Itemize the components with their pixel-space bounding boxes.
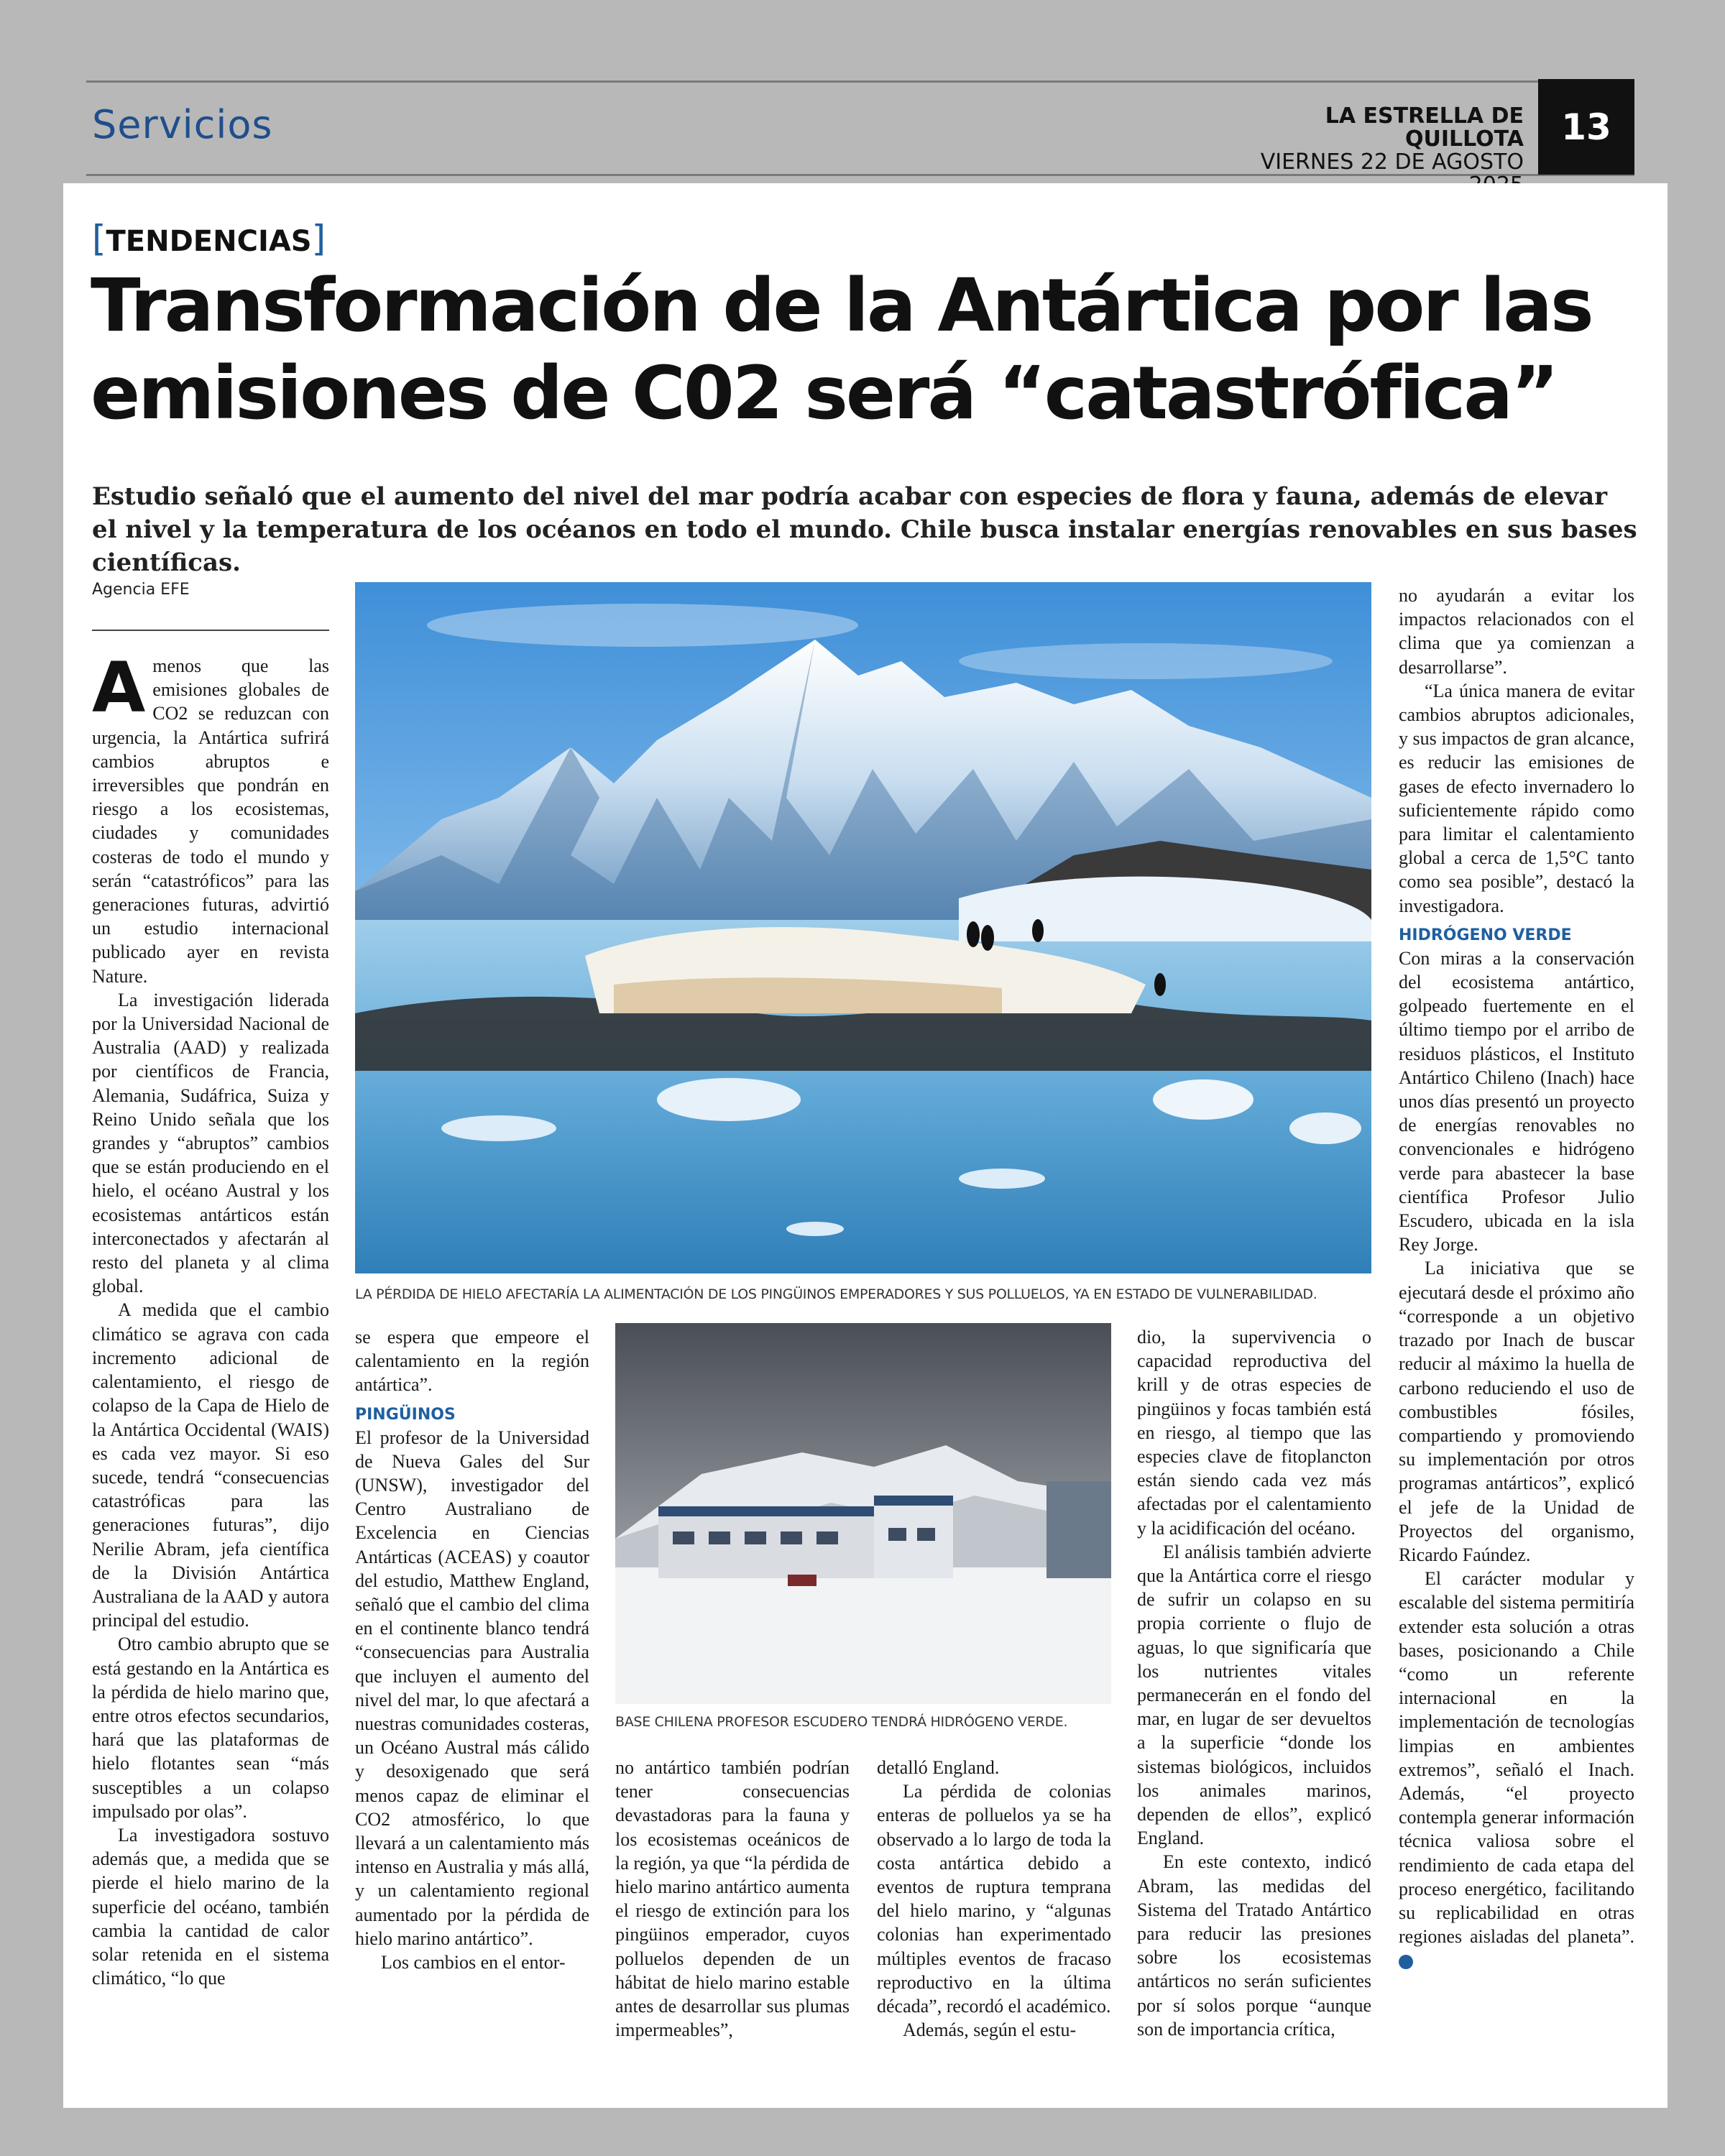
col2-paragraph: se espera que empeore el calentamiento en la región antártica”.	[355, 1327, 589, 1396]
col6-paragraph: Con miras a la conservación del ecosistema antártico, golpeado fuertemente en el último tiempo por el arribo de residuos plásticos, el Instituto Antártico Chileno (Inach) hace unos días presentó un proyecto de energías renovables no convencionales e hidrógeno verde para abastecer la base científica Profesor Julio Escudero, ubicada en la isla Rey Jorge.	[1399, 947, 1634, 1256]
section-title: Servicios	[92, 102, 273, 147]
issue-date: VIERNES 22 DE AGOSTO	[1260, 149, 1524, 175]
subhead-hidrogeno-verde: HIDRÓGENO VERDE	[1399, 926, 1572, 944]
newspaper-name: LA ESTRELLA DE QUILLOTA	[1325, 103, 1524, 152]
column-4	[877, 1756, 1111, 2072]
column-6	[1399, 584, 1634, 2073]
headline	[91, 262, 1636, 438]
col2-paragraph: El profesor de la Universidad de Nueva Gales del Sur (UNSW), investigador del Centro Australiano de Excelencia en Ciencias Antárticas (ACEAS) y coautor del estudio, Matthew England, señaló que el cambio del clima en el continente blanco tendrá “consecuencias para Australia que incluyen el aumento del nivel del mar, lo que afectará a nuestras comunidades costeras, un Océano Austral más cálido y desoxigenado que será menos capaz de eliminar el CO2 atmosférico, lo que llevará a un calentamiento más intenso en Australia y más allá, y un calentamiento regional aumentado por la pérdida de hielo marino antártico”.	[355, 1427, 589, 1949]
col4-paragraph: detalló England.	[877, 1757, 1000, 1778]
page-number: 13	[1538, 79, 1634, 175]
col5-paragraph: dio, la supervivencia o capacidad reproductiva del krill y de otras especies de pingüinos y focas también está en riesgo, al tiempo que las especies clave de fitoplancton están siendo cada vez más afectadas por el calentamiento y la acidificación del océano.	[1137, 1327, 1371, 1539]
col6-paragraph: no ayudarán a evitar los impactos relacionados con el clima que ya comienzan a desarrollarse”.	[1399, 585, 1634, 678]
kicker-text: TENDENCIAS	[106, 225, 312, 258]
col3-paragraph: no antártico también podrían tener consecuencias devastadoras para la fauna y los ecosistemas oceánicos de la región, ya que “la pérdida de hielo marino antártico aumenta el riesgo de extinción para los pingüinos emperador, cuyos polluelos dependen de un hábitat de hielo marino estable antes de desarrollar sus plumas impermeables”,	[615, 1757, 850, 2041]
col6-paragraph	[1399, 1567, 1634, 1972]
subhead-pinguinos: PINGÜINOS	[355, 1405, 456, 1424]
column-2	[355, 1325, 589, 2073]
base-photo	[615, 1323, 1111, 1704]
col5-paragraph: En este contexto, indicó Abram, las medidas del Sistema del Tratado Antártico para reducir las presiones sobre los ecosistemas antárticos no serán suficientes por sí solos porque “aunque son de importancia crítica,	[1137, 1851, 1371, 2040]
col6-final-text: El carácter modular y escalable del sistema permitiría extender esta solución a otras bases, posicionando a Chile “como un referente internacional en la implementación de tecnologías limpias en ambientes extremos”, señaló el Inach. Además, “el proyecto contempla generar información técnica valiosa sobre el rendimiento de cada etapa del proceso energético, facilitando su replicabilidad en otras regiones aisladas del planeta”.	[1399, 1568, 1634, 1948]
antarctica-photo	[355, 582, 1371, 1273]
column-5	[1137, 1325, 1371, 2073]
col6-paragraph: “La única manera de evitar cambios abruptos adicionales, y sus impactos de gran alcance, es reducir las emisiones de gases de efecto invernadero lo suficientemente rápido como para limitar el calentamiento global a cerca de 1,5°C tanto como sea posible”, destacó la investigadora.	[1399, 680, 1634, 916]
col1-paragraph: La investigadora sostuvo además que, a medida que se pierde el hielo marino de la superficie del océano, también cambia la cantidad de calor solar retenida en el sistema climático, “lo que	[92, 1824, 329, 1989]
headline-line-2: emisiones de C02 será “catastrófica”	[91, 351, 1558, 436]
col2-paragraph: Los cambios en el entor-	[381, 1952, 566, 1973]
photo1-caption: LA PÉRDIDA DE HIELO AFECTARÍA LA ALIMENTACIÓN DE LOS PINGÜINOS EMPERADORES Y SUS POLLUELOS, YA EN ESTADO DE VULNERABILIDAD.	[355, 1286, 1317, 1302]
column-3	[615, 1756, 850, 2072]
byline-rule	[92, 630, 329, 631]
col1-paragraph: A medida que el cambio climático se agrava con cada incremento adicional de calentamiento, el riesgo de colapso de la Capa de Hielo de la Antártica Occidental (WAIS) es cada vez mayor. Si eso sucede, tendrá “consecuencias catastróficas para las generaciones futuras”, dijo Nerilie Abram, jefa científica de la División Antártica Australiana de la AAD y autora principal del estudio.	[92, 1299, 329, 1631]
col1-paragraph: menos que las emisiones globales de CO2 se reduzcan con urgencia, la Antártica sufrirá cambios abruptos e irreversibles que pondrán en riesgo a los ecosistemas, ciudades y comunidades costeras de todo el mundo y serán “catastróficos” para las generaciones futuras, advirtió un estudio internacional publicado ayer en revista Nature.	[92, 655, 329, 987]
antarctica-illustration	[355, 582, 1371, 1273]
byline: Agencia EFE	[92, 581, 190, 599]
end-mark-icon: ✪	[1399, 1955, 1413, 1969]
col4-paragraph: La pérdida de colonias enteras de polluelos ya se ha observado a lo largo de toda la costa antártica debido a eventos de ruptura temprana del hielo marino, y “algunas colonias han experimentado múltiples eventos de fracaso reproductivo en la última década”, recordó el académico.	[877, 1781, 1111, 2017]
kicker: [TENDENCIAS]	[92, 218, 326, 259]
col4-paragraph: Además, según el estu-	[903, 2019, 1077, 2041]
col5-paragraph: El análisis también advierte que la Antártica corre el riesgo de sufrir un colapso en su propia corriente o flujo de aguas, lo que significaría que los nutrientes vitales permanecerán en el fondo del mar, en lugar de ser devueltos a la superficie “donde los sistemas biológicos, incluidos los animales marinos, dependen de ellos”, explicó England.	[1137, 1541, 1371, 1849]
header-top-rule	[86, 80, 1634, 83]
column-1	[92, 654, 329, 2071]
col1-paragraph: Otro cambio abrupto que se está gestando en la Antártica es la pérdida de hielo marino que, entre otros efectos secundarios, hará que las plataformas de hielo flotantes sean “más susceptibles a un colapso impulsado por olas”.	[92, 1634, 329, 1822]
col6-paragraph: La iniciativa que se ejecutará desde el próximo año “corresponde a un objetivo trazado por Inach de buscar reducir al máximo la huella de carbono reduciendo el uso de combustibles fósiles, compartiendo y promoviendo su implementación por otros programas antárticos”, explicó el jefe de la Unidad de Proyectos del organismo, Ricardo Faúndez.	[1399, 1258, 1634, 1565]
headline-line-1: Transformación de la Antártica por las	[91, 263, 1592, 349]
deck: Estudio señaló que el aumento del nivel del mar podría acabar con especies de flora y fauna, además de elevar el nivel y la temperatura de los océanos en todo el mundo. Chile busca instalar energías renovables en sus bases científicas.	[92, 482, 1637, 577]
dropcap: A	[92, 654, 146, 728]
col1-paragraph: La investigación liderada por la Universidad Nacional de Australia (AAD) y realizada por científicos de Francia, Alemania, Sudáfrica, Suiza y Reino Unido señala que los grandes y “abruptos” cambios que se están produciendo en el hielo, el océano Austral y los ecosistemas antárticos están interconectados y afectarán al resto del planeta y al clima global.	[92, 989, 329, 1297]
photo2-caption: BASE CHILENA PROFESOR ESCUDERO TENDRÁ HIDRÓGENO VERDE.	[615, 1714, 1068, 1730]
base-illustration	[615, 1323, 1111, 1704]
